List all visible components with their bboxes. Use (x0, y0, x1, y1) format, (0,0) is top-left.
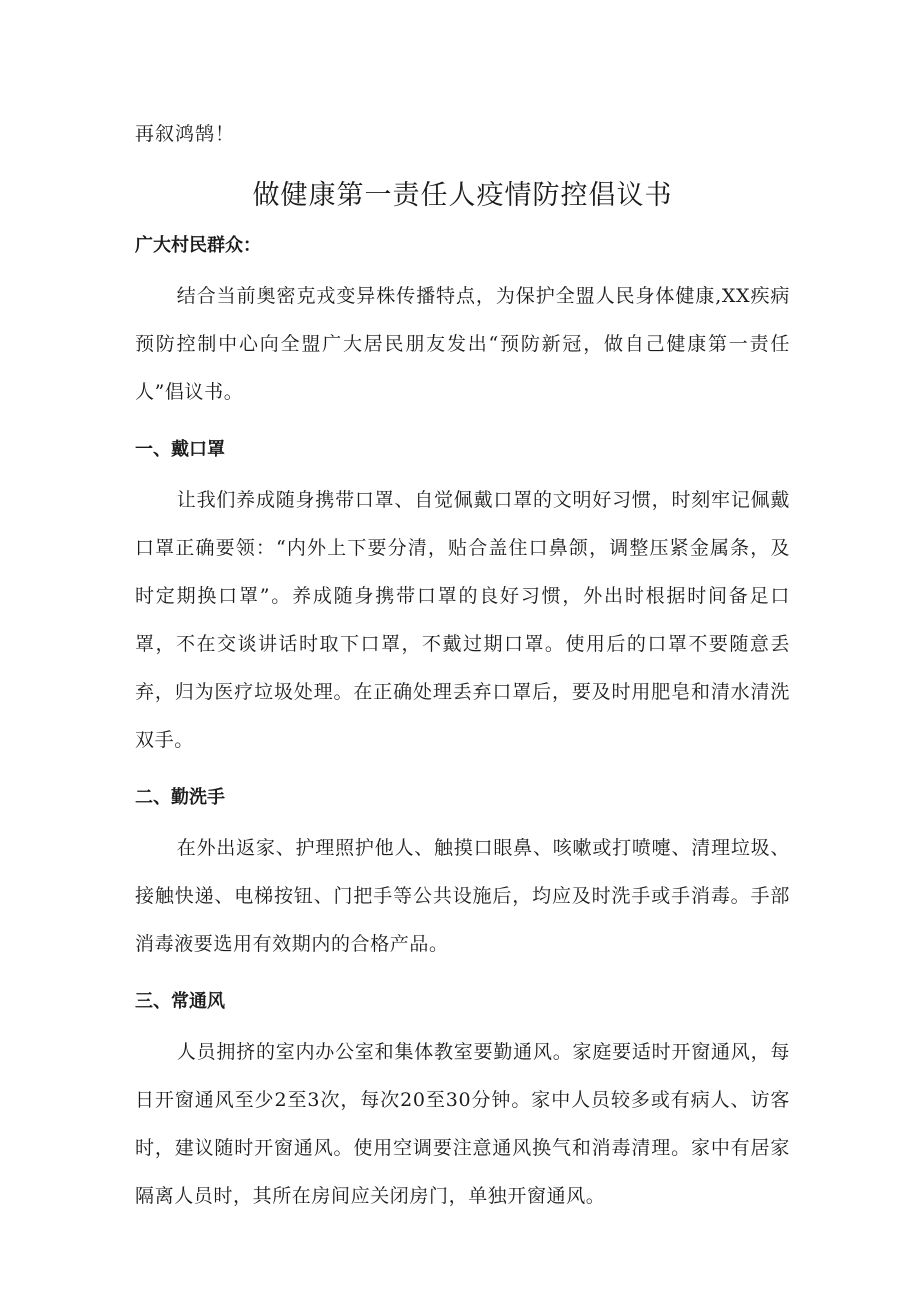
section-body-handwashing: 在外出返家、护理照护他人、触摸口眼鼻、咳嗽或打喷嚏、清理垃圾、接触快递、电梯按钮、门把手等公共设施后，均应及时洗手或手消毒。手部消毒液要选用有效期内的合格产品。 (135, 837, 790, 955)
section-ventilation (135, 986, 790, 1220)
opening-line: 再叙鸿鹄！ (135, 123, 236, 145)
section-heading-masks: 一、戴口罩 (135, 439, 225, 460)
section-heading-ventilation: 三、常通风 (135, 991, 225, 1012)
section-handwashing (135, 782, 790, 968)
section-body-ventilation: 人员拥挤的室内办公室和集体教室要勤通风。家庭要适时开窗通风，每日开窗通风至少2至3次，每次20至30分钟。家中人员较多或有病人、访客时，建议随时开窗通风。使用空调要注意通风换气和消毒清理。家中有居家隔离人员时，其所在房间应关闭房门，单独开窗通风。 (135, 1041, 790, 1207)
document-body (135, 118, 790, 1220)
section-body-masks: 让我们养成随身携带口罩、自觉佩戴口罩的文明好习惯，时刻牢记佩戴口罩正确要领：“内外上下要分清，贴合盖住口鼻颌，调整压紧金属条，及时定期换口罩”。养成随身携带口罩的良好习惯，外出时根据时间备足口罩，不在交谈讲话时取下口罩，不戴过期口罩。使用后的口罩不要随意丢弃，归为医疗垃圾处理。在正确处理丢弃口罩后，要及时用肥皂和清水清洗双手。 (135, 489, 790, 751)
intro-paragraph: 结合当前奥密克戎变异株传播特点，为保护全盟人民身体健康,XX疾病预防控制中心向全盟广大居民朋友发出“预防新冠，做自己健康第一责任人”倡议书。 (135, 285, 790, 403)
salutation: 广大村民群众： (135, 235, 261, 256)
section-masks (135, 434, 790, 764)
section-heading-handwashing: 二、勤洗手 (135, 787, 225, 808)
document-title: 做健康第一责任人疫情防控倡议书 (252, 180, 673, 211)
